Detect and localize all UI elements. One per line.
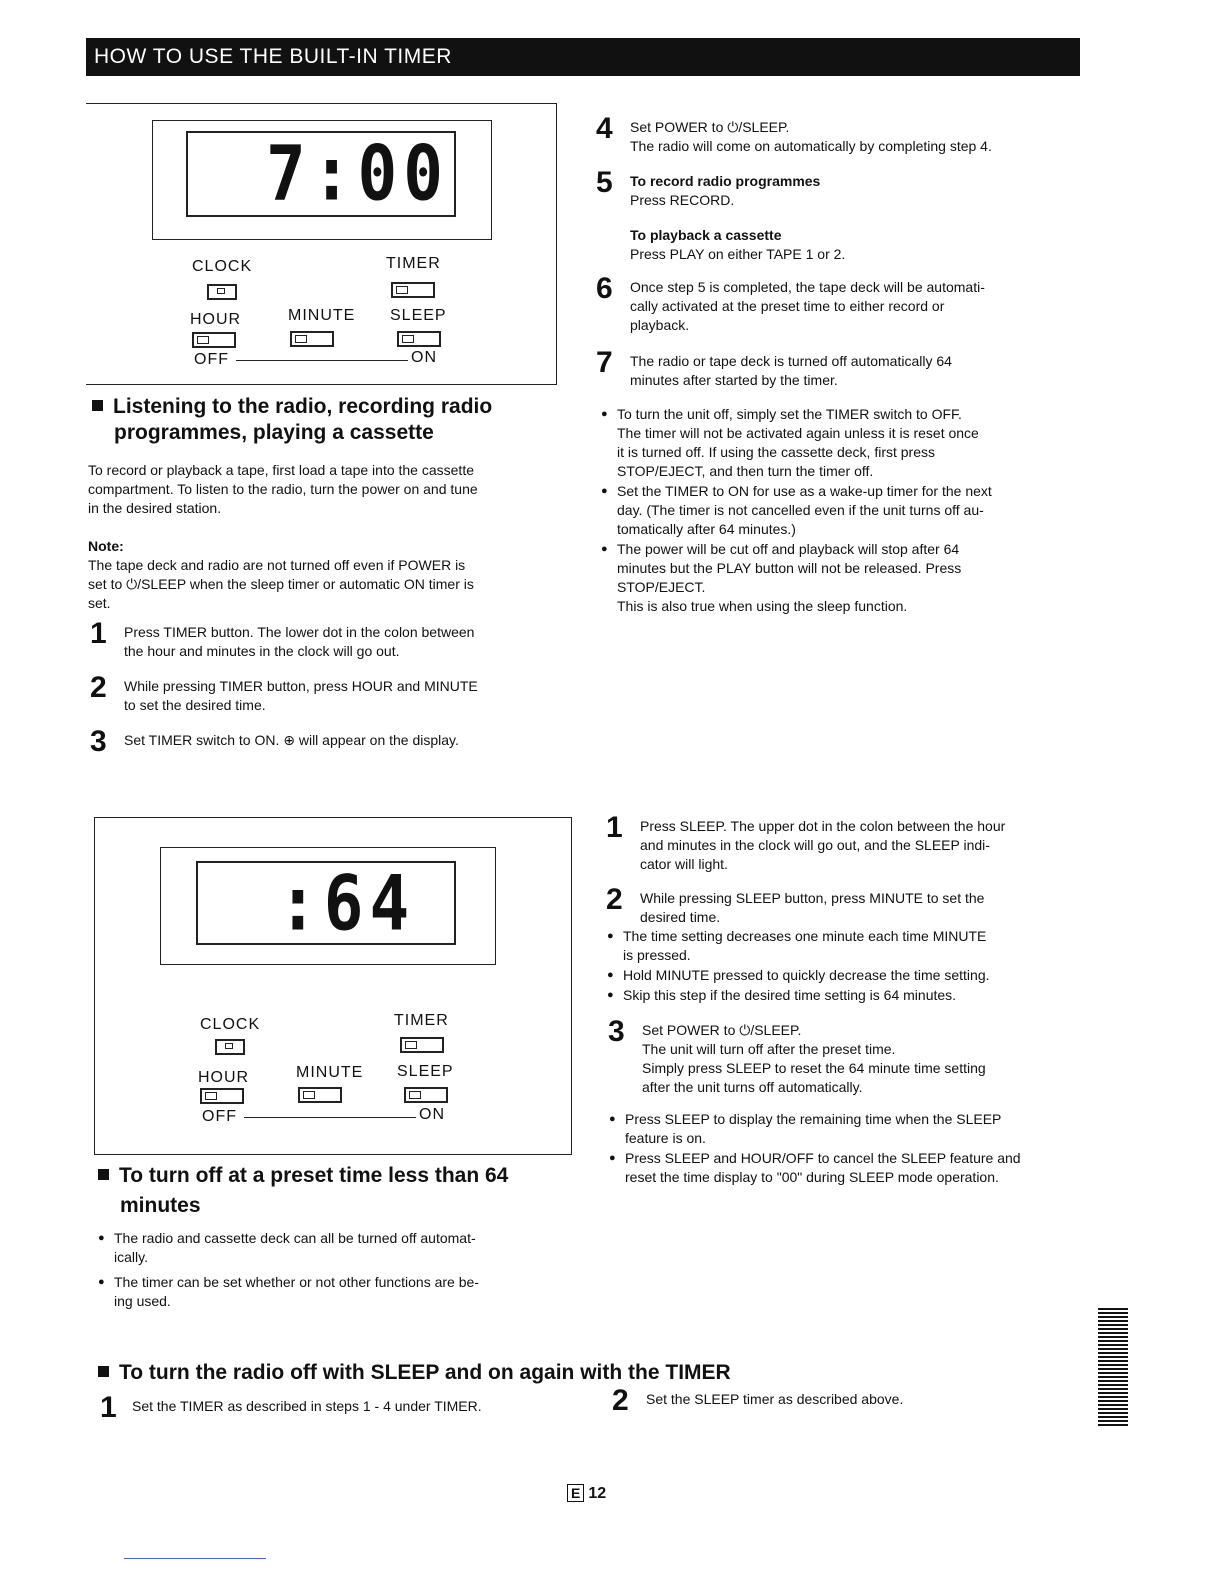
step-number: 3 [90,725,107,758]
step-line: Press PLAY on either TAPE 1 or 2. [630,246,846,262]
timer-bullet-3 [601,540,1107,616]
bullet-line: feature is on. [625,1130,706,1146]
hour-label: HOUR [190,311,242,328]
clock-label: CLOCK [192,258,253,275]
lcd-display [196,859,456,948]
bullet-line: is pressed. [623,947,691,963]
sleep-button[interactable] [404,1087,448,1103]
sleep-bullet-5 [609,1149,1115,1187]
sleep-bullet-4 [609,1110,1115,1148]
step-line: Simply press SLEEP to reset the 64 minute time setting [642,1060,986,1076]
section2-heading [98,1163,578,1219]
section3-heading [98,1360,998,1386]
bullet-line: tomatically after 64 minutes.) [617,521,796,537]
bullet-line: ● To turn the unit off, simply set the TIMER switch to OFF. [617,406,962,422]
step-line: While pressing TIMER button, press HOUR and MINUTE [124,678,478,694]
minute-label: MINUTE [288,307,356,324]
bullet-line: ically. [114,1249,148,1265]
clock-label: CLOCK [200,1016,261,1033]
step-line: cally activated at the preset time to either record or [630,298,945,314]
note-title: Note: [88,538,124,554]
step-line: Press SLEEP. The upper dot in the colon between the hour [640,818,1006,834]
section1-heading [92,394,562,446]
page-number-text: 12 [588,1485,607,1502]
bullet-line: ing used. [114,1293,171,1309]
off-label: OFF [194,351,229,368]
step-line: cator will light. [640,856,728,872]
bullet-line: STOP/EJECT, and then turn the timer off. [617,463,874,479]
bullet-line: ● Set the TIMER to ON for use as a wake-up timer for the next [617,483,992,499]
step-number: 4 [596,112,613,145]
step-line: minutes after started by the timer. [630,372,838,388]
step-line: to set the desired time. [124,697,266,713]
step-line: the hour and minutes in the clock will go out. [124,643,400,659]
intro-line: To record or playback a tape, first load a tape into the cassette [88,462,474,478]
step-line: The radio or tape deck is turned off automatically 64 [630,353,952,369]
bullet-line: STOP/EJECT. [617,579,706,595]
sleep-bullet-3 [607,986,1113,1005]
section-banner [86,38,1080,76]
section3-heading-text: To turn the radio off with SLEEP and on again with the TIMER [119,1361,731,1384]
footer-rule [124,1558,266,1559]
step-number: 1 [606,811,623,844]
minute-label: MINUTE [296,1064,364,1081]
step-number: 2 [612,1384,629,1417]
step-line: desired time. [640,909,721,925]
hour-button[interactable] [192,332,236,348]
bullet-line: reset the time display to "00" during SLEEP mode operation. [625,1169,999,1185]
timer-label: TIMER [394,1012,449,1029]
banner-title: HOW TO USE THE BUILT-IN TIMER [94,45,452,68]
bullet-line: ● The power will be cut off and playback will stop after 64 [617,541,960,557]
language-badge: E [567,1484,584,1502]
sleep-bullet-1 [607,927,1113,965]
bullet-line: ● Press SLEEP to display the remaining time when the SLEEP [625,1111,1002,1127]
step-line: While pressing SLEEP button, press MINUTE to set the [640,890,985,906]
margin-index-marks [1098,1308,1128,1426]
bullet-line: ● Skip this step if the desired time setting is 64 minutes. [623,987,957,1003]
section1-intro [88,461,568,518]
section1-heading-line1: Listening to the radio, recording radio [113,395,493,418]
step-number: 3 [608,1015,625,1048]
lcd-display [186,131,456,217]
bullet-line: ● The radio and cassette deck can all be turned off automat- [114,1230,476,1246]
clock-button[interactable] [207,284,237,300]
step-number: 6 [596,272,613,305]
minute-button[interactable] [298,1087,342,1103]
bullet-line: it is turned off. If using the cassette deck, first press [617,444,936,460]
off-on-line [244,1117,416,1118]
step-number: 7 [596,346,613,379]
sleep-intro-bullet-1 [98,1229,594,1267]
hour-button[interactable] [200,1088,244,1104]
step-line: Set POWER to ⏻/SLEEP. [642,1022,802,1038]
bullet-line: This is also true when using the sleep function. [617,598,908,614]
note-line: set to ⏻/SLEEP when the sleep timer or automatic ON timer is [88,576,474,592]
intro-line: in the desired station. [88,500,222,516]
timer-switch[interactable] [391,282,435,298]
sleep-label: SLEEP [397,1063,454,1080]
note-text [88,556,568,613]
section2-heading-line1: To turn off at a preset time less than 64 [119,1164,509,1187]
step-line: Once step 5 is completed, the tape deck will be automati- [630,279,985,295]
step-number: 2 [606,883,623,916]
bullet-line: ● Press SLEEP and HOUR/OFF to cancel the SLEEP feature and [625,1150,1021,1166]
bullet-line: ● The timer can be set whether or not other functions are be- [114,1274,479,1290]
bullet-line: day. (The timer is not cancelled even if the unit turns off au- [617,502,984,518]
minute-button[interactable] [290,331,334,347]
lcd-digits: :64 [278,859,416,948]
step-line: Press TIMER button. The lower dot in the colon between [124,624,475,640]
step-line: Set POWER to ⏻/SLEEP. [630,119,790,135]
lcd-digits: 7:00 [266,129,449,218]
step-line: Press RECORD. [630,192,735,208]
sleep-bullet-2 [607,966,1113,985]
step-subheading: To playback a cassette [630,227,782,243]
step-number: 2 [90,671,107,704]
timer-switch[interactable] [400,1037,444,1053]
step-line: Set the SLEEP timer as described above. [646,1391,904,1407]
on-label: ON [419,1106,445,1123]
hour-label: HOUR [198,1069,250,1086]
off-on-line [236,360,408,361]
on-label: ON [411,349,437,366]
sleep-intro-bullet-2 [98,1273,594,1311]
timer-bullet-1 [601,405,1107,481]
step-number: 1 [100,1391,117,1424]
note-line: set. [88,595,111,611]
bullet-line: ● Hold MINUTE pressed to quickly decrease the time setting. [623,967,990,983]
step-line: The radio will come on automatically by completing step 4. [630,138,992,154]
timer-diagram-1 [86,103,558,385]
step-number: 5 [596,166,613,199]
timer-diagram-2 [94,817,572,1155]
step-line: playback. [630,317,690,333]
step-line: The unit will turn off after the preset time. [642,1041,896,1057]
step-line: and minutes in the clock will go out, and the SLEEP indi- [640,837,990,853]
sleep-button[interactable] [397,331,441,347]
step-line: Set TIMER switch to ON. ⊕ will appear on the display. [124,732,459,748]
off-label: OFF [202,1108,237,1125]
step-subheading: To record radio programmes [630,173,821,189]
bullet-line: ● The time setting decreases one minute each time MINUTE [623,928,987,944]
timer-label: TIMER [386,255,441,272]
note-line: The tape deck and radio are not turned off even if POWER is [88,557,466,573]
step-line: after the unit turns off automatically. [642,1079,863,1095]
section1-heading-line2: programmes, playing a cassette [114,421,434,444]
timer-bullet-2 [601,482,1107,539]
intro-line: compartment. To listen to the radio, turn the power on and tune [88,481,478,497]
step-number: 1 [90,617,107,650]
clock-button[interactable] [215,1039,245,1055]
bullet-line: minutes but the PLAY button will not be released. Press [617,560,962,576]
sleep-label: SLEEP [390,307,447,324]
bullet-line: The timer will not be activated again unless it is reset once [617,425,979,441]
section2-heading-line2: minutes [120,1194,201,1217]
page-number [567,1484,606,1503]
step-line: Set the TIMER as described in steps 1 - 4 under TIMER. [132,1398,482,1414]
